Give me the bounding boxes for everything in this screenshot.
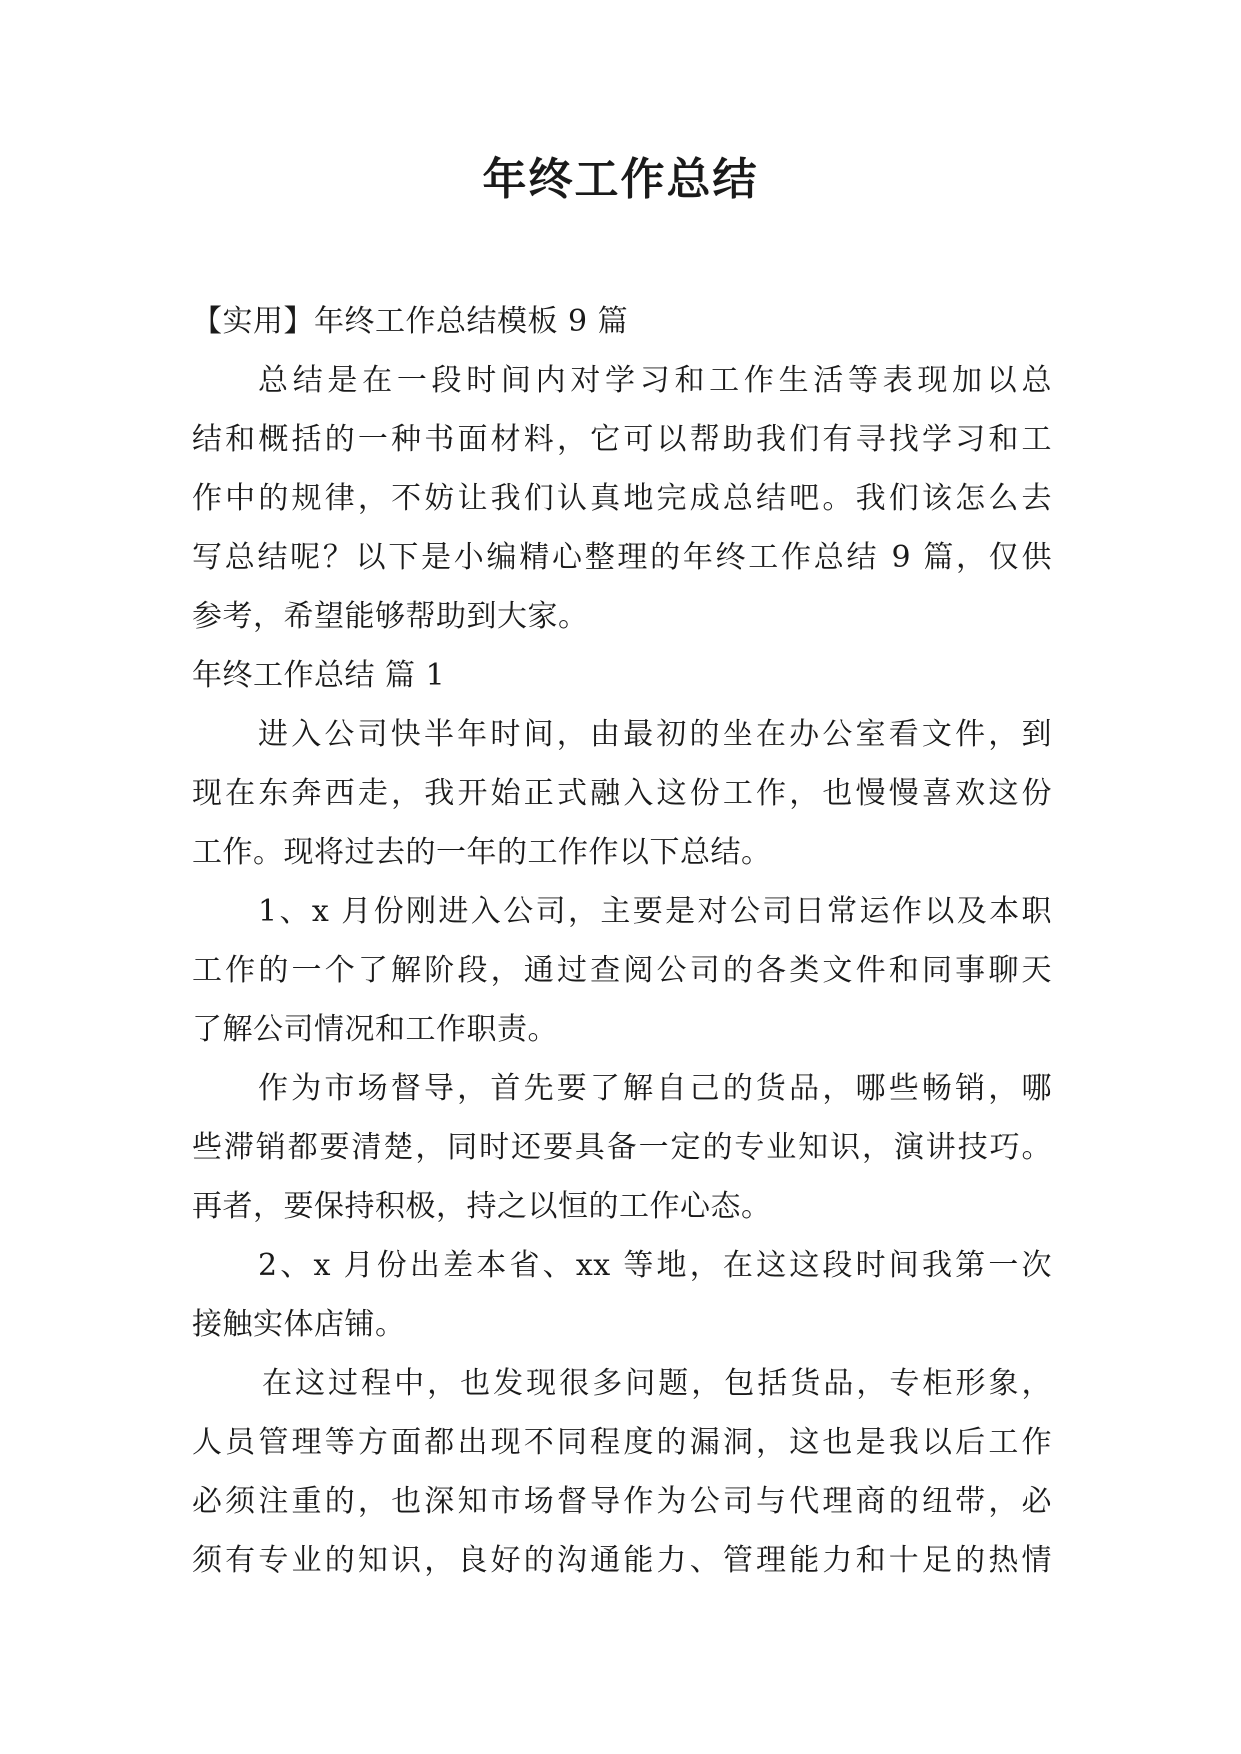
paragraph-2: [192, 882, 1052, 1059]
paragraph-3: [192, 1059, 1052, 1236]
paragraph-line: 再者，要保持积极，持之以恒的工作心态。: [192, 1189, 772, 1224]
document-title: 年终工作总结: [482, 154, 759, 205]
paragraph-line: 须有专业的知识，良好的沟通能力、管理能力和十足的热情: [192, 1543, 1052, 1578]
paragraph-line: 工作。现将过去的一年的工作作以下总结。: [192, 835, 772, 870]
paragraph-1: [192, 705, 1052, 882]
subtitle-line: 【实用】年终工作总结模板 9 篇: [192, 304, 629, 339]
paragraph-line: 作中的规律，不妨让我们认真地完成总结吧。我们该怎么去: [192, 481, 1052, 516]
paragraph-line: 1、x 月份刚进入公司，主要是对公司日常运作以及本职: [258, 894, 1052, 929]
paragraph-line: 人员管理等方面都出现不同程度的漏洞，这也是我以后工作: [192, 1425, 1052, 1460]
paragraph-line: 现在东奔西走，我开始正式融入这份工作，也慢慢喜欢这份: [192, 776, 1052, 811]
paragraph-5: [192, 1354, 1052, 1590]
paragraph-line: 了解公司情况和工作职责。: [192, 1012, 558, 1047]
paragraph-line: 总结是在一段时间内对学习和工作生活等表现加以总: [258, 363, 1052, 398]
paragraph-4: [192, 1236, 1052, 1354]
document-body: [192, 292, 1052, 1590]
paragraph-line: 2、x 月份出差本省、xx 等地，在这这段时间我第一次: [258, 1248, 1052, 1283]
paragraph-line: 必须注重的，也深知市场督导作为公司与代理商的纽带，必: [192, 1484, 1052, 1519]
paragraph-line: 进入公司快半年时间，由最初的坐在办公室看文件，到: [258, 717, 1052, 752]
paragraph-line: 结和概括的一种书面材料，它可以帮助我们有寻找学习和工: [192, 422, 1052, 457]
section-heading: 年终工作总结 篇 1: [192, 658, 446, 693]
paragraph-line: 写总结呢？以下是小编精心整理的年终工作总结 9 篇，仅供: [192, 540, 1052, 575]
paragraph-line: 作为市场督导，首先要了解自己的货品，哪些畅销，哪: [258, 1071, 1052, 1106]
paragraph-line: 工作的一个了解阶段，通过查阅公司的各类文件和同事聊天: [192, 953, 1052, 988]
intro-paragraph: [192, 351, 1052, 646]
paragraph-line: 参考，希望能够帮助到大家。: [192, 599, 589, 634]
paragraph-line: 些滞销都要清楚，同时还要具备一定的专业知识，演讲技巧。: [192, 1130, 1052, 1165]
paragraph-line: 在这过程中，也发现很多问题，包括货品，专柜形象，: [262, 1366, 1052, 1401]
paragraph-line: 接触实体店铺。: [192, 1307, 406, 1342]
